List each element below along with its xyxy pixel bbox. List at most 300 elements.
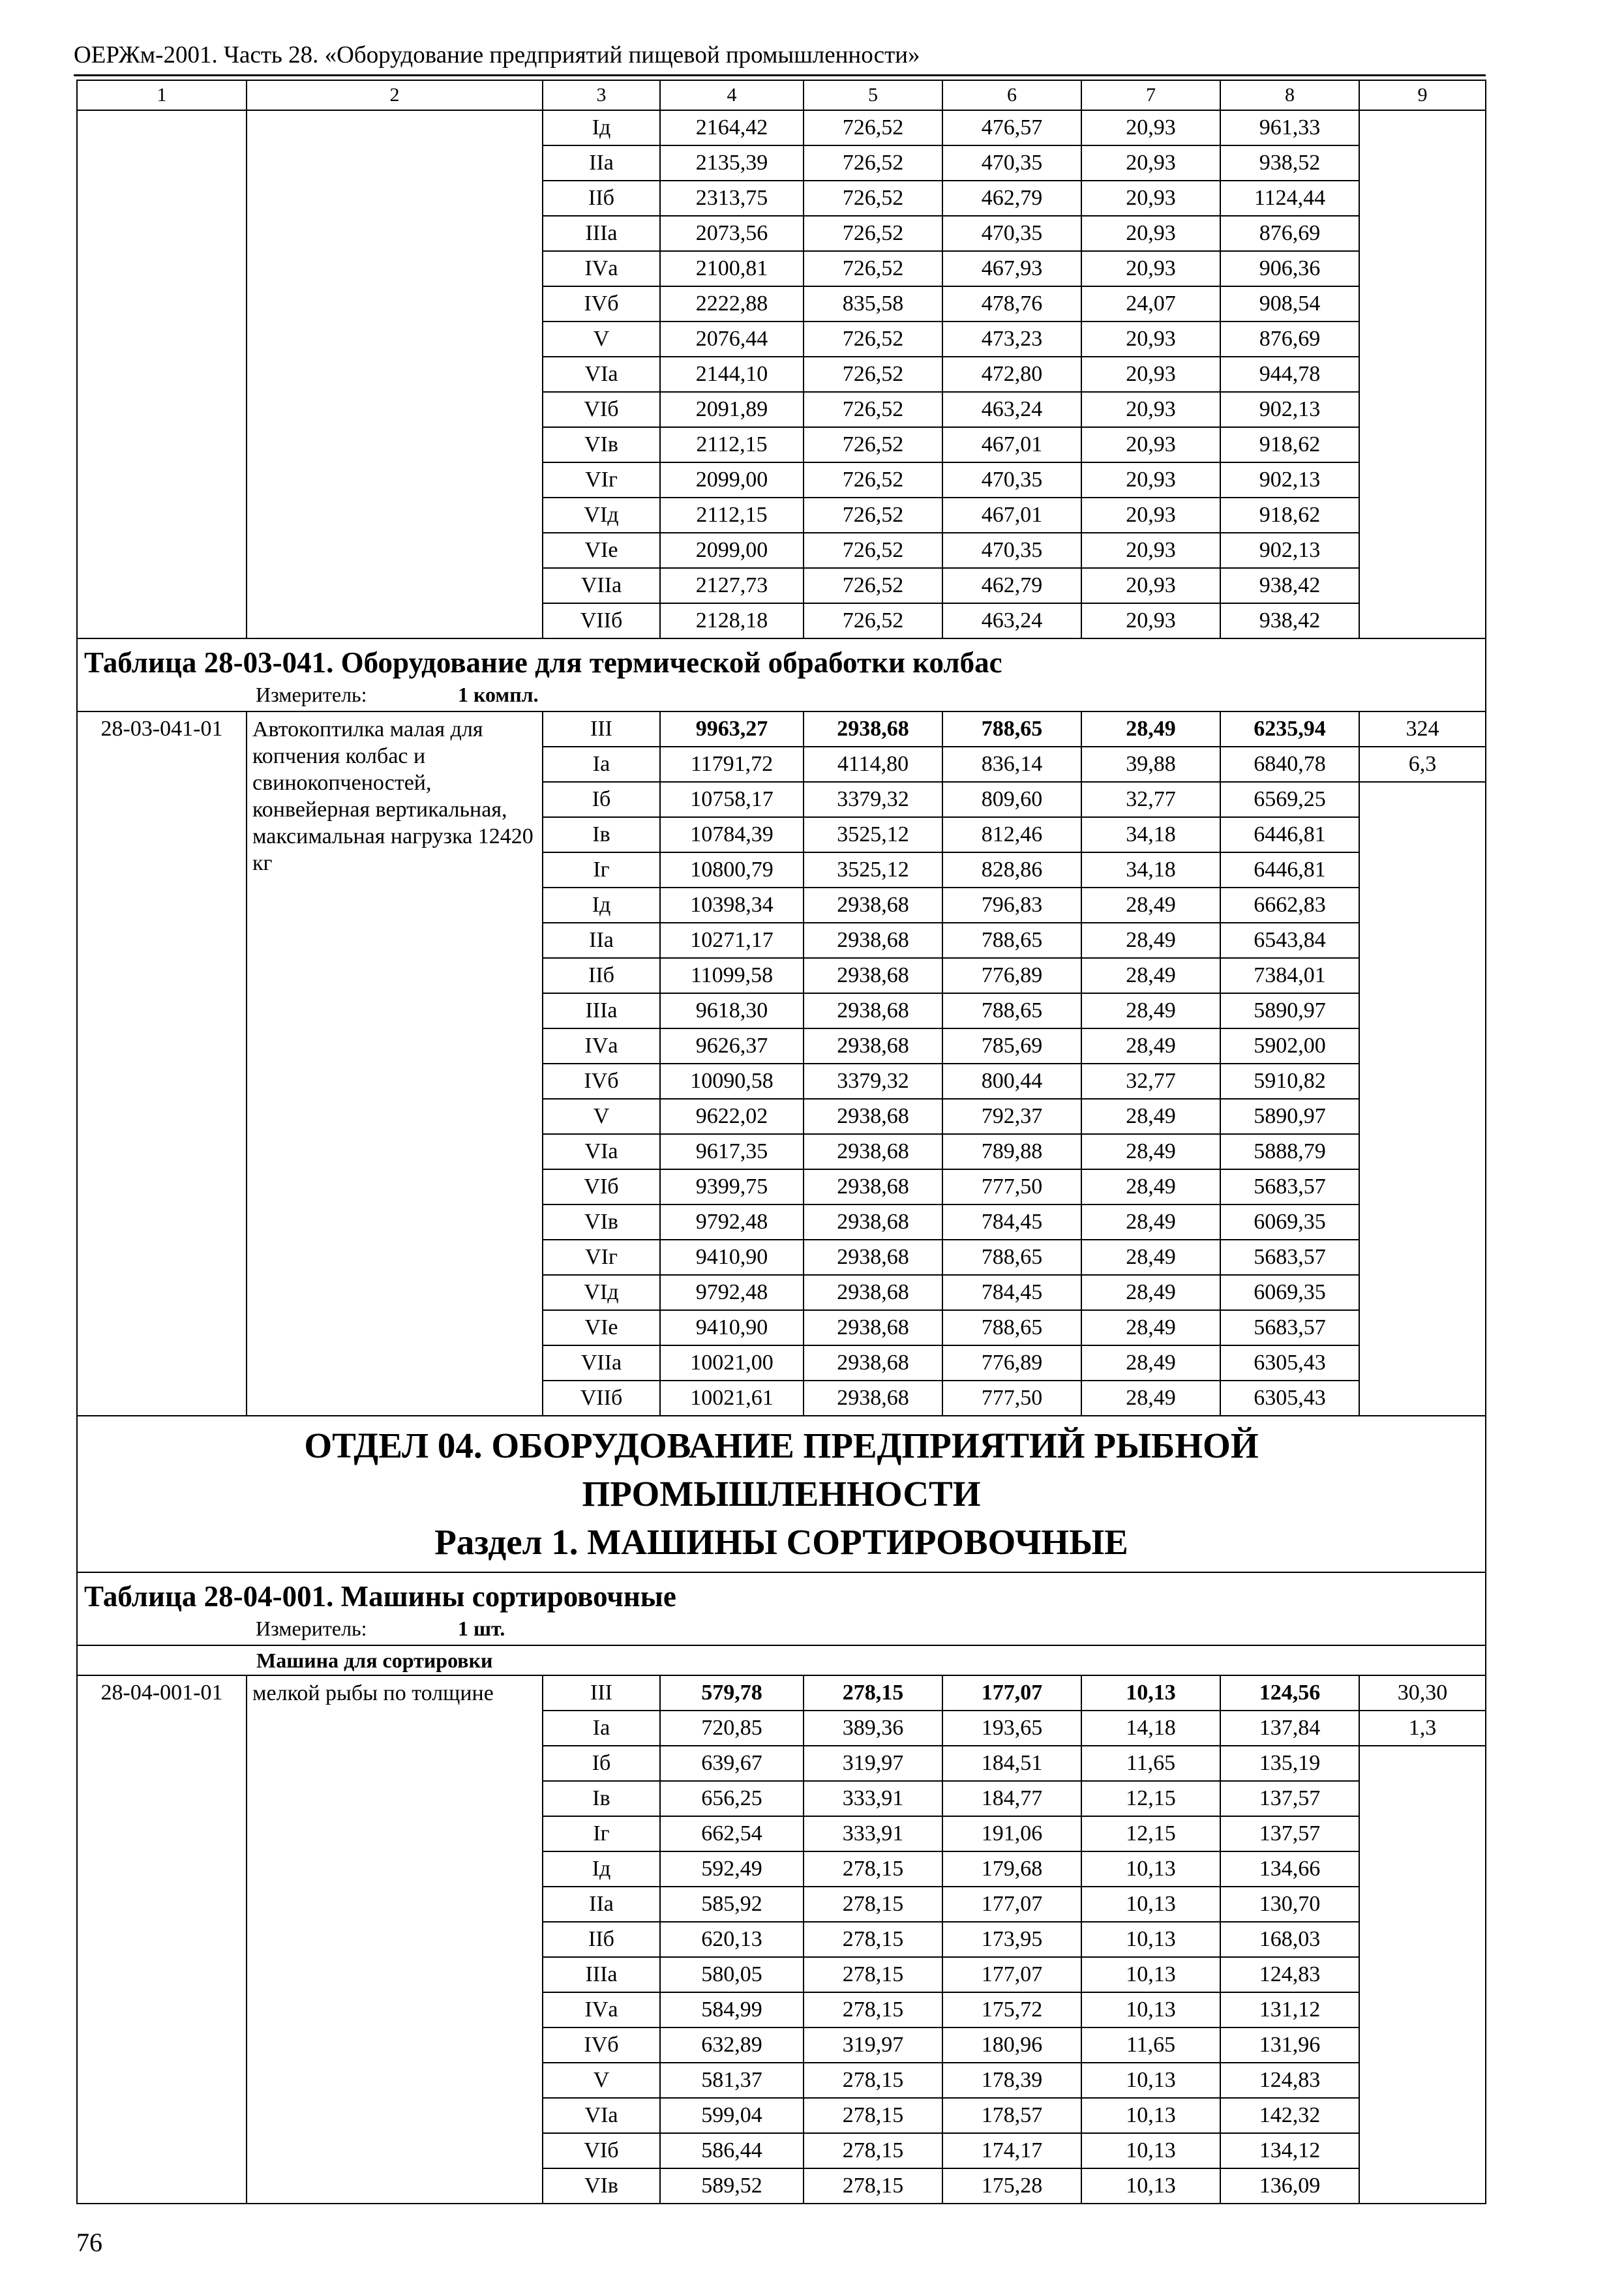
zone-cell: Iд <box>543 1851 660 1887</box>
value-cell: 135,19 <box>1220 1746 1359 1781</box>
value-cell: 137,57 <box>1220 1781 1359 1816</box>
zone-cell: VIе <box>543 1310 660 1345</box>
value-cell: 177,07 <box>942 1675 1081 1711</box>
column-number: 1 <box>77 80 247 110</box>
table-title-cell <box>77 1572 1486 1645</box>
value-cell: 2135,39 <box>660 145 804 181</box>
value-cell: 179,68 <box>942 1851 1081 1887</box>
value-cell: 796,83 <box>942 888 1081 923</box>
value-cell: 784,45 <box>942 1275 1081 1310</box>
value-cell: 28,49 <box>1081 1099 1220 1134</box>
value-cell: 472,80 <box>942 357 1081 392</box>
value-cell: 32,77 <box>1081 1064 1220 1099</box>
value-cell: 726,52 <box>804 427 942 462</box>
value-cell: 10,13 <box>1081 1992 1220 2027</box>
value-cell: 2144,10 <box>660 357 804 392</box>
zone-cell: Iв <box>543 1781 660 1816</box>
value-cell: 10800,79 <box>660 852 804 888</box>
col9-cell: 30,30 <box>1359 1675 1486 1711</box>
value-cell: 9792,48 <box>660 1204 804 1240</box>
zone-cell: V <box>543 322 660 357</box>
value-cell: 10,13 <box>1081 1887 1220 1922</box>
value-cell: 9617,35 <box>660 1134 804 1169</box>
value-cell: 944,78 <box>1220 357 1359 392</box>
value-cell: 20,93 <box>1081 145 1220 181</box>
value-cell: 800,44 <box>942 1064 1081 1099</box>
value-cell: 2222,88 <box>660 286 804 322</box>
value-cell: 10,13 <box>1081 2098 1220 2133</box>
value-cell: 10,13 <box>1081 2168 1220 2204</box>
measure-unit: 1 компл. <box>458 683 539 706</box>
value-cell: 20,93 <box>1081 533 1220 568</box>
value-cell: 20,93 <box>1081 251 1220 286</box>
value-cell: 191,06 <box>942 1816 1081 1851</box>
table-row <box>77 711 1486 747</box>
value-cell: 720,85 <box>660 1711 804 1746</box>
value-cell: 32,77 <box>1081 782 1220 817</box>
value-cell: 130,70 <box>1220 1887 1359 1922</box>
value-cell: 10,13 <box>1081 1851 1220 1887</box>
zone-cell: VIг <box>543 1240 660 1275</box>
value-cell: 463,24 <box>942 392 1081 427</box>
zone-cell: VIе <box>543 533 660 568</box>
value-cell: 28,49 <box>1081 1134 1220 1169</box>
page-header: ОЕРЖм-2001. Часть 28. «Оборудование предприятий пищевой промышленности» <box>74 39 1486 76</box>
value-cell: 319,97 <box>804 2027 942 2063</box>
value-cell: 11791,72 <box>660 747 804 782</box>
value-cell: 726,52 <box>804 251 942 286</box>
value-cell: 462,79 <box>942 181 1081 216</box>
value-cell: 278,15 <box>804 1957 942 1992</box>
value-cell: 876,69 <box>1220 216 1359 251</box>
value-cell: 9618,30 <box>660 993 804 1028</box>
value-cell: 777,50 <box>942 1169 1081 1204</box>
value-cell: 467,93 <box>942 251 1081 286</box>
value-cell: 10784,39 <box>660 817 804 852</box>
column-number: 8 <box>1220 80 1359 110</box>
value-cell: 2938,68 <box>804 1381 942 1416</box>
value-cell: 632,89 <box>660 2027 804 2063</box>
value-cell: 137,84 <box>1220 1711 1359 1746</box>
value-cell: 10021,00 <box>660 1345 804 1381</box>
value-cell: 9410,90 <box>660 1240 804 1275</box>
zone-cell: VIб <box>543 392 660 427</box>
value-cell: 2164,42 <box>660 110 804 145</box>
value-cell: 28,49 <box>1081 1345 1220 1381</box>
description-cell: Автокоптилка малая для копчения колбас и свинокопченостей, конвейерная вертикальная, максимальная нагрузка 12420 кг <box>247 711 543 1416</box>
value-cell: 142,32 <box>1220 2098 1359 2133</box>
column-number: 6 <box>942 80 1081 110</box>
value-cell: 1124,44 <box>1220 181 1359 216</box>
value-cell: 124,83 <box>1220 2063 1359 2098</box>
value-cell: 726,52 <box>804 568 942 603</box>
value-cell: 473,23 <box>942 322 1081 357</box>
value-cell: 28,49 <box>1081 1275 1220 1310</box>
value-cell: 777,50 <box>942 1381 1081 1416</box>
value-cell: 2938,68 <box>804 923 942 958</box>
value-cell: 726,52 <box>804 145 942 181</box>
value-cell: 134,66 <box>1220 1851 1359 1887</box>
zone-cell: VIIб <box>543 603 660 638</box>
value-cell: 14,18 <box>1081 1711 1220 1746</box>
value-cell: 136,09 <box>1220 2168 1359 2204</box>
value-cell: 585,92 <box>660 1887 804 1922</box>
value-cell: 2938,68 <box>804 993 942 1028</box>
value-cell: 2073,56 <box>660 216 804 251</box>
value-cell: 599,04 <box>660 2098 804 2133</box>
value-cell: 908,54 <box>1220 286 1359 322</box>
value-cell: 938,52 <box>1220 145 1359 181</box>
value-cell: 175,72 <box>942 1992 1081 2027</box>
zone-cell: VIа <box>543 2098 660 2133</box>
zone-cell: IIа <box>543 1887 660 1922</box>
value-cell: 2938,68 <box>804 1310 942 1345</box>
col9-cell <box>1359 782 1486 1416</box>
value-cell: 173,95 <box>942 1922 1081 1957</box>
zone-cell: Iб <box>543 782 660 817</box>
zone-cell: VIа <box>543 1134 660 1169</box>
section-heading <box>77 1416 1486 1572</box>
value-cell: 6305,43 <box>1220 1345 1359 1381</box>
value-cell: 9622,02 <box>660 1099 804 1134</box>
code-cell <box>77 110 247 638</box>
value-cell: 28,49 <box>1081 888 1220 923</box>
col9-cell <box>1359 110 1486 638</box>
value-cell: 184,51 <box>942 1746 1081 1781</box>
value-cell: 788,65 <box>942 1310 1081 1345</box>
value-cell: 11,65 <box>1081 1746 1220 1781</box>
value-cell: 131,96 <box>1220 2027 1359 2063</box>
value-cell: 178,57 <box>942 2098 1081 2133</box>
value-cell: 174,17 <box>942 2133 1081 2168</box>
value-cell: 726,52 <box>804 498 942 533</box>
value-cell: 476,57 <box>942 110 1081 145</box>
value-cell: 20,93 <box>1081 427 1220 462</box>
value-cell: 902,13 <box>1220 462 1359 498</box>
value-cell: 470,35 <box>942 216 1081 251</box>
value-cell: 2112,15 <box>660 498 804 533</box>
value-cell: 726,52 <box>804 603 942 638</box>
value-cell: 726,52 <box>804 462 942 498</box>
value-cell: 812,46 <box>942 817 1081 852</box>
zone-cell: IIа <box>543 145 660 181</box>
col9-cell: 1,3 <box>1359 1711 1486 1746</box>
value-cell: 3525,12 <box>804 852 942 888</box>
value-cell: 835,58 <box>804 286 942 322</box>
value-cell: 28,49 <box>1081 711 1220 747</box>
value-cell: 579,78 <box>660 1675 804 1711</box>
zone-cell: Iб <box>543 1746 660 1781</box>
zone-cell: Iа <box>543 747 660 782</box>
value-cell: 2938,68 <box>804 711 942 747</box>
table-title-cell <box>77 638 1486 711</box>
zone-cell: IVб <box>543 286 660 322</box>
value-cell: 278,15 <box>804 2168 942 2204</box>
value-cell: 2938,68 <box>804 1240 942 1275</box>
value-cell: 470,35 <box>942 145 1081 181</box>
zone-cell: Iа <box>543 1711 660 1746</box>
value-cell: 278,15 <box>804 2063 942 2098</box>
value-cell: 726,52 <box>804 392 942 427</box>
value-cell: 6569,25 <box>1220 782 1359 817</box>
zone-cell: VIв <box>543 427 660 462</box>
value-cell: 2127,73 <box>660 568 804 603</box>
value-cell: 2938,68 <box>804 888 942 923</box>
zone-cell: IIIа <box>543 1957 660 1992</box>
value-cell: 20,93 <box>1081 181 1220 216</box>
value-cell: 168,03 <box>1220 1922 1359 1957</box>
value-cell: 20,93 <box>1081 498 1220 533</box>
value-cell: 28,49 <box>1081 1204 1220 1240</box>
value-cell: 20,93 <box>1081 603 1220 638</box>
value-cell: 2313,75 <box>660 181 804 216</box>
value-cell: 792,37 <box>942 1099 1081 1134</box>
value-cell: 726,52 <box>804 357 942 392</box>
value-cell: 836,14 <box>942 747 1081 782</box>
value-cell: 2938,68 <box>804 1275 942 1310</box>
value-cell: 9410,90 <box>660 1310 804 1345</box>
value-cell: 2100,81 <box>660 251 804 286</box>
value-cell: 788,65 <box>942 1240 1081 1275</box>
zone-cell: Iг <box>543 1816 660 1851</box>
value-cell: 278,15 <box>804 2098 942 2133</box>
value-cell: 470,35 <box>942 533 1081 568</box>
value-cell: 6840,78 <box>1220 747 1359 782</box>
value-cell: 178,39 <box>942 2063 1081 2098</box>
value-cell: 389,36 <box>804 1711 942 1746</box>
column-number: 4 <box>660 80 804 110</box>
value-cell: 12,15 <box>1081 1816 1220 1851</box>
value-cell: 184,77 <box>942 1781 1081 1816</box>
value-cell: 2076,44 <box>660 322 804 357</box>
value-cell: 656,25 <box>660 1781 804 1816</box>
value-cell: 5683,57 <box>1220 1240 1359 1275</box>
zone-cell: IVб <box>543 1064 660 1099</box>
zone-cell: IVа <box>543 1992 660 2027</box>
value-cell: 9792,48 <box>660 1275 804 1310</box>
value-cell: 2938,68 <box>804 1204 942 1240</box>
table-row <box>77 1675 1486 1711</box>
value-cell: 463,24 <box>942 603 1081 638</box>
value-cell: 28,49 <box>1081 1169 1220 1204</box>
zone-cell: V <box>543 1099 660 1134</box>
value-cell: 2938,68 <box>804 1345 942 1381</box>
value-cell: 6446,81 <box>1220 852 1359 888</box>
value-cell: 124,83 <box>1220 1957 1359 1992</box>
value-cell: 278,15 <box>804 1675 942 1711</box>
value-cell: 2938,68 <box>804 1169 942 1204</box>
value-cell: 3379,32 <box>804 1064 942 1099</box>
value-cell: 828,86 <box>942 852 1081 888</box>
value-cell: 180,96 <box>942 2027 1081 2063</box>
group-heading: Машина для сортировки <box>77 1645 1486 1675</box>
value-cell: 20,93 <box>1081 216 1220 251</box>
value-cell: 961,33 <box>1220 110 1359 145</box>
value-cell: 5890,97 <box>1220 993 1359 1028</box>
value-cell: 177,07 <box>942 1957 1081 1992</box>
value-cell: 34,18 <box>1081 817 1220 852</box>
zone-cell: IVа <box>543 1028 660 1064</box>
zone-cell: IIб <box>543 181 660 216</box>
zone-cell: Iв <box>543 817 660 852</box>
value-cell: 134,12 <box>1220 2133 1359 2168</box>
value-cell: 124,56 <box>1220 1675 1359 1711</box>
value-cell: 278,15 <box>804 1887 942 1922</box>
description-cell: мелкой рыбы по толщине <box>247 1675 543 2204</box>
value-cell: 2938,68 <box>804 1099 942 1134</box>
col9-cell <box>1359 1746 1486 2204</box>
value-cell: 5902,00 <box>1220 1028 1359 1064</box>
value-cell: 6069,35 <box>1220 1275 1359 1310</box>
value-cell: 11,65 <box>1081 2027 1220 2063</box>
value-cell: 788,65 <box>942 923 1081 958</box>
description-cell <box>247 110 543 638</box>
value-cell: 10,13 <box>1081 1675 1220 1711</box>
value-cell: 10271,17 <box>660 923 804 958</box>
value-cell: 10,13 <box>1081 2133 1220 2168</box>
column-number-row <box>77 80 1486 110</box>
value-cell: 776,89 <box>942 1345 1081 1381</box>
value-cell: 12,15 <box>1081 1781 1220 1816</box>
value-cell: 34,18 <box>1081 852 1220 888</box>
value-cell: 319,97 <box>804 1746 942 1781</box>
value-cell: 902,13 <box>1220 392 1359 427</box>
zone-cell: IIIа <box>543 993 660 1028</box>
price-table <box>76 80 1486 2204</box>
value-cell: 10398,34 <box>660 888 804 923</box>
value-cell: 10090,58 <box>660 1064 804 1099</box>
value-cell: 28,49 <box>1081 1028 1220 1064</box>
value-cell: 6662,83 <box>1220 888 1359 923</box>
value-cell: 20,93 <box>1081 392 1220 427</box>
value-cell: 11099,58 <box>660 958 804 993</box>
value-cell: 10,13 <box>1081 2063 1220 2098</box>
value-cell: 278,15 <box>804 1992 942 2027</box>
value-cell: 639,67 <box>660 1746 804 1781</box>
value-cell: 726,52 <box>804 181 942 216</box>
value-cell: 788,65 <box>942 993 1081 1028</box>
value-cell: 467,01 <box>942 498 1081 533</box>
value-cell: 2091,89 <box>660 392 804 427</box>
value-cell: 726,52 <box>804 110 942 145</box>
zone-cell: VIв <box>543 1204 660 1240</box>
value-cell: 592,49 <box>660 1851 804 1887</box>
value-cell: 6446,81 <box>1220 817 1359 852</box>
value-cell: 28,49 <box>1081 1381 1220 1416</box>
value-cell: 589,52 <box>660 2168 804 2204</box>
value-cell: 776,89 <box>942 958 1081 993</box>
value-cell: 333,91 <box>804 1781 942 1816</box>
measure-unit: 1 шт. <box>458 1617 505 1640</box>
zone-cell: IVа <box>543 251 660 286</box>
table-title: Таблица 28-04-001. Машины сортировочные <box>84 1580 676 1613</box>
zone-cell: IIб <box>543 1922 660 1957</box>
value-cell: 584,99 <box>660 1992 804 2027</box>
measure-label: Измеритель: <box>256 1617 367 1640</box>
value-cell: 3525,12 <box>804 817 942 852</box>
value-cell: 2938,68 <box>804 1028 942 1064</box>
column-number: 2 <box>247 80 543 110</box>
value-cell: 28,49 <box>1081 1240 1220 1275</box>
value-cell: 6305,43 <box>1220 1381 1359 1416</box>
value-cell: 5890,97 <box>1220 1099 1359 1134</box>
measure-label: Измеритель: <box>256 683 367 706</box>
value-cell: 586,44 <box>660 2133 804 2168</box>
value-cell: 2099,00 <box>660 462 804 498</box>
value-cell: 28,49 <box>1081 958 1220 993</box>
zone-cell: VIIа <box>543 568 660 603</box>
column-number: 3 <box>543 80 660 110</box>
zone-cell: VIIб <box>543 1381 660 1416</box>
table-row <box>77 110 1486 145</box>
value-cell: 809,60 <box>942 782 1081 817</box>
zone-cell: IVб <box>543 2027 660 2063</box>
zone-cell: VIв <box>543 2168 660 2204</box>
code-cell: 28-03-041-01 <box>77 711 247 1416</box>
value-cell: 9626,37 <box>660 1028 804 1064</box>
zone-cell: III <box>543 711 660 747</box>
value-cell: 6235,94 <box>1220 711 1359 747</box>
column-number: 7 <box>1081 80 1220 110</box>
col9-cell: 324 <box>1359 711 1486 747</box>
zone-cell: VIб <box>543 2133 660 2168</box>
zone-cell: IIIа <box>543 216 660 251</box>
value-cell: 918,62 <box>1220 427 1359 462</box>
value-cell: 278,15 <box>804 2133 942 2168</box>
value-cell: 7384,01 <box>1220 958 1359 993</box>
value-cell: 906,36 <box>1220 251 1359 286</box>
table-title-row <box>77 638 1486 711</box>
value-cell: 5683,57 <box>1220 1169 1359 1204</box>
value-cell: 20,93 <box>1081 110 1220 145</box>
value-cell: 10,13 <box>1081 1957 1220 1992</box>
column-number: 9 <box>1359 80 1486 110</box>
value-cell: 28,49 <box>1081 1310 1220 1345</box>
value-cell: 470,35 <box>942 462 1081 498</box>
value-cell: 10758,17 <box>660 782 804 817</box>
subsection-title: Раздел 1. МАШИНЫ СОРТИРОВОЧНЫЕ <box>434 1522 1128 1562</box>
zone-cell: VIг <box>543 462 660 498</box>
zone-cell: Iг <box>543 852 660 888</box>
value-cell: 726,52 <box>804 322 942 357</box>
value-cell: 333,91 <box>804 1816 942 1851</box>
value-cell: 938,42 <box>1220 603 1359 638</box>
value-cell: 193,65 <box>942 1711 1081 1746</box>
value-cell: 581,37 <box>660 2063 804 2098</box>
zone-cell: VIа <box>543 357 660 392</box>
value-cell: 620,13 <box>660 1922 804 1957</box>
value-cell: 784,45 <box>942 1204 1081 1240</box>
value-cell: 278,15 <box>804 1851 942 1887</box>
group-heading-row <box>77 1645 1486 1675</box>
value-cell: 24,07 <box>1081 286 1220 322</box>
section-row <box>77 1416 1486 1572</box>
zone-cell: VIд <box>543 1275 660 1310</box>
zone-cell: V <box>543 2063 660 2098</box>
value-cell: 2128,18 <box>660 603 804 638</box>
value-cell: 28,49 <box>1081 923 1220 958</box>
value-cell: 902,13 <box>1220 533 1359 568</box>
value-cell: 2938,68 <box>804 1134 942 1169</box>
value-cell: 28,49 <box>1081 993 1220 1028</box>
value-cell: 9963,27 <box>660 711 804 747</box>
value-cell: 662,54 <box>660 1816 804 1851</box>
value-cell: 4114,80 <box>804 747 942 782</box>
value-cell: 5910,82 <box>1220 1064 1359 1099</box>
value-cell: 6069,35 <box>1220 1204 1359 1240</box>
value-cell: 788,65 <box>942 711 1081 747</box>
department-title: ОТДЕЛ 04. ОБОРУДОВАНИЕ ПРЕДПРИЯТИЙ РЫБНОЙ ПРОМЫШЛЕННОСТИ <box>304 1426 1259 1514</box>
